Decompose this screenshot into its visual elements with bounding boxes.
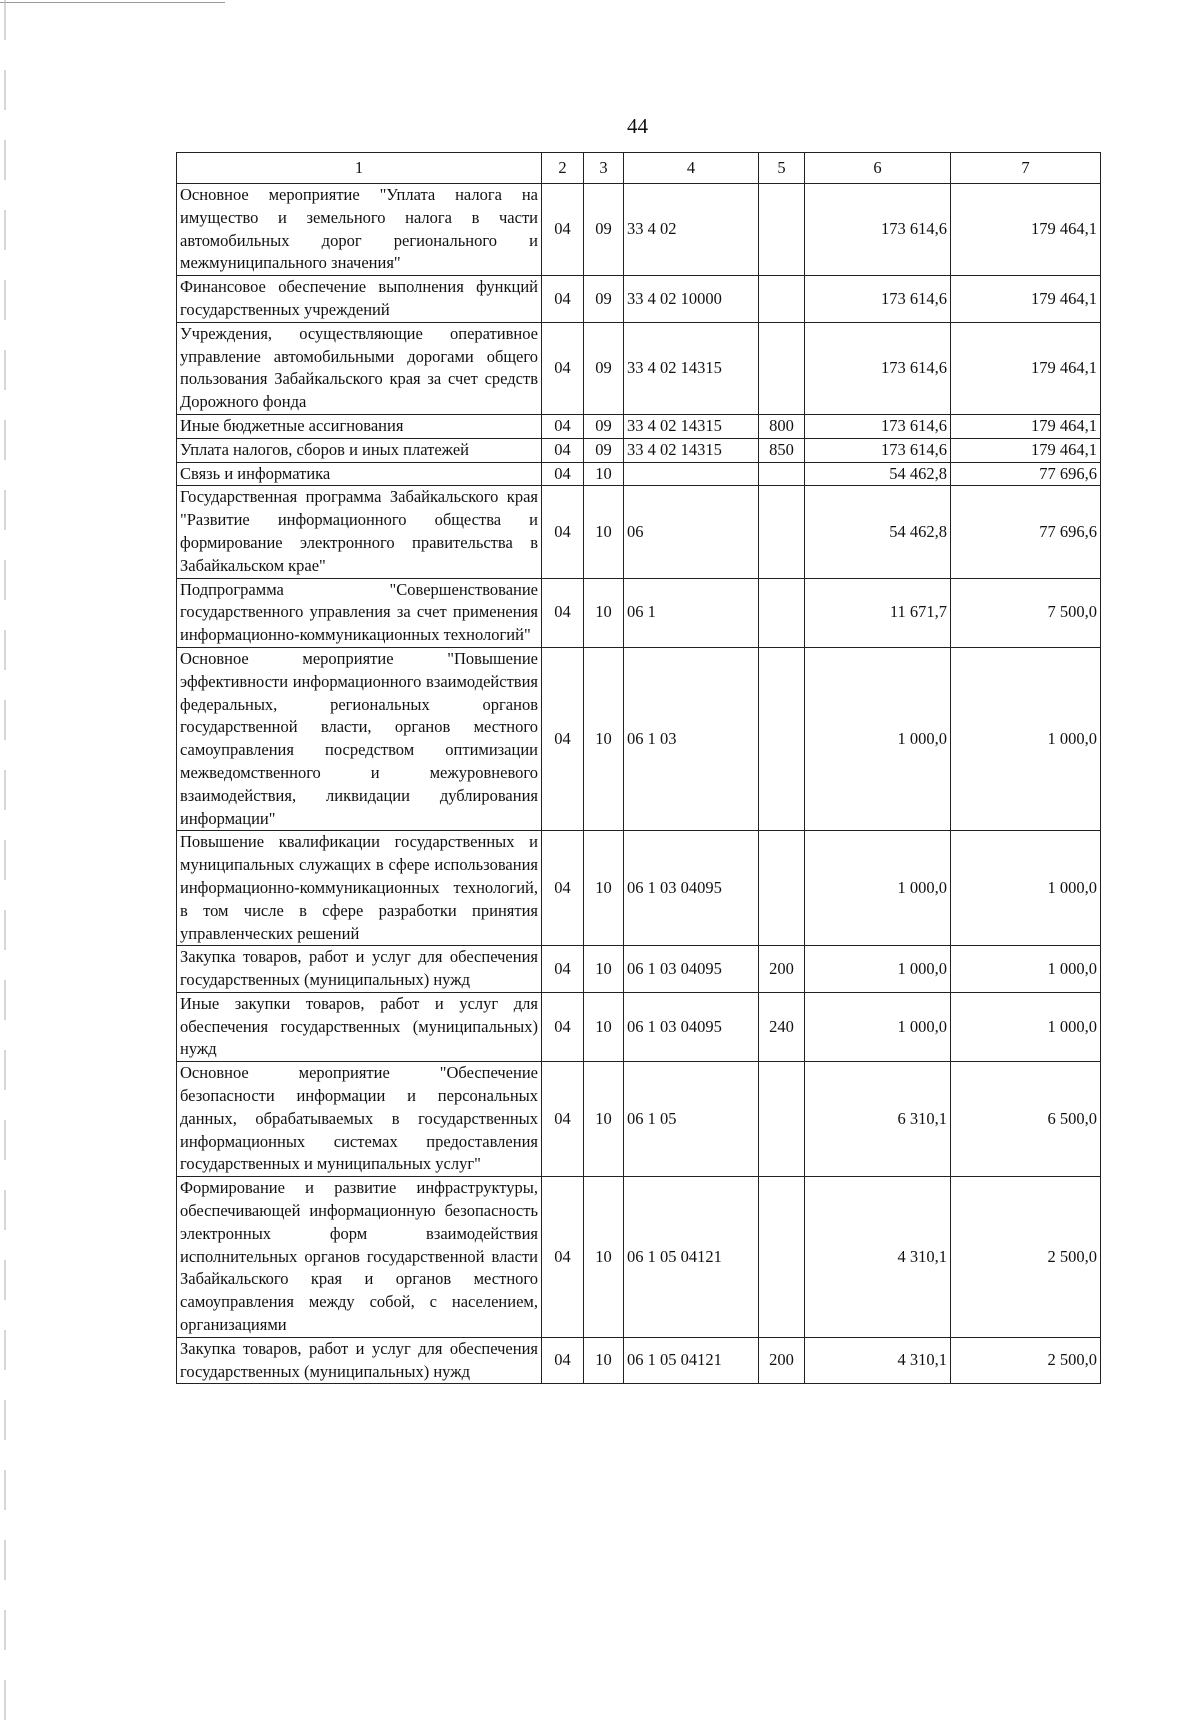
section-code-cell: 04 [542, 831, 584, 946]
table-row [177, 414, 1101, 438]
table-row [177, 946, 1101, 993]
item-name-cell: Связь и информатика [177, 462, 542, 486]
section-code-cell: 04 [542, 946, 584, 993]
section-code-cell: 04 [542, 276, 584, 323]
item-name-cell: Государственная программа Забайкальского края "Развитие информационного общества и формирование электронного правительства в Забайкальском крае" [177, 486, 542, 578]
item-name-cell: Уплата налогов, сборов и иных платежей [177, 438, 542, 462]
expense-type-cell: 200 [759, 1337, 805, 1384]
expense-type-cell [759, 322, 805, 414]
expense-type-cell: 800 [759, 414, 805, 438]
subsection-code-cell: 09 [584, 184, 624, 276]
table-row [177, 184, 1101, 276]
amount-year1-cell: 173 614,6 [805, 276, 951, 323]
item-name-cell: Иные закупки товаров, работ и услуг для обеспечения государственных (муниципальных) нужд [177, 992, 542, 1061]
subsection-code-cell: 10 [584, 1062, 624, 1177]
target-article-cell: 06 1 03 04095 [624, 992, 759, 1061]
subsection-code-cell: 10 [584, 831, 624, 946]
target-article-cell: 06 1 05 [624, 1062, 759, 1177]
amount-year2-cell: 179 464,1 [951, 414, 1101, 438]
section-code-cell: 04 [542, 486, 584, 578]
item-name-cell: Формирование и развитие инфраструктуры, обеспечивающей информационную безопасность электронных форм взаимодействия исполнительных органов государственной власти Забайкальского края и органов местного самоуправления между собой, с населением, организациями [177, 1177, 542, 1338]
table-row [177, 1062, 1101, 1177]
column-header: 7 [951, 153, 1101, 184]
table-header-row [177, 153, 1101, 184]
table-row [177, 578, 1101, 647]
item-name-cell: Финансовое обеспечение выполнения функций государственных учреждений [177, 276, 542, 323]
amount-year1-cell: 11 671,7 [805, 578, 951, 647]
section-code-cell: 04 [542, 647, 584, 830]
target-article-cell: 33 4 02 [624, 184, 759, 276]
column-header: 5 [759, 153, 805, 184]
subsection-code-cell: 10 [584, 1337, 624, 1384]
amount-year1-cell: 54 462,8 [805, 486, 951, 578]
amount-year2-cell: 77 696,6 [951, 486, 1101, 578]
amount-year1-cell: 4 310,1 [805, 1177, 951, 1338]
amount-year2-cell: 2 500,0 [951, 1337, 1101, 1384]
amount-year1-cell: 1 000,0 [805, 831, 951, 946]
expense-type-cell [759, 578, 805, 647]
expense-type-cell [759, 831, 805, 946]
table-row [177, 438, 1101, 462]
subsection-code-cell: 10 [584, 647, 624, 830]
item-name-cell: Закупка товаров, работ и услуг для обеспечения государственных (муниципальных) нужд [177, 946, 542, 993]
column-header: 1 [177, 153, 542, 184]
section-code-cell: 04 [542, 992, 584, 1061]
item-name-cell: Основное мероприятие "Обеспечение безопасности информации и персональных данных, обрабатываемых в государственных информационных системах предоставления государственных и муниципальных услуг" [177, 1062, 542, 1177]
item-name-cell: Закупка товаров, работ и услуг для обеспечения государственных (муниципальных) нужд [177, 1337, 542, 1384]
expense-type-cell [759, 647, 805, 830]
column-header: 4 [624, 153, 759, 184]
amount-year1-cell: 173 614,6 [805, 414, 951, 438]
amount-year2-cell: 1 000,0 [951, 831, 1101, 946]
amount-year2-cell: 1 000,0 [951, 647, 1101, 830]
table-row [177, 1177, 1101, 1338]
section-code-cell: 04 [542, 1062, 584, 1177]
subsection-code-cell: 10 [584, 486, 624, 578]
expense-type-cell [759, 462, 805, 486]
amount-year2-cell: 179 464,1 [951, 322, 1101, 414]
target-article-cell: 33 4 02 10000 [624, 276, 759, 323]
subsection-code-cell: 09 [584, 322, 624, 414]
amount-year2-cell: 179 464,1 [951, 184, 1101, 276]
subsection-code-cell: 09 [584, 438, 624, 462]
column-header: 2 [542, 153, 584, 184]
amount-year2-cell: 7 500,0 [951, 578, 1101, 647]
amount-year2-cell: 1 000,0 [951, 946, 1101, 993]
expense-type-cell [759, 1177, 805, 1338]
section-code-cell: 04 [542, 438, 584, 462]
table-row [177, 276, 1101, 323]
amount-year1-cell: 1 000,0 [805, 992, 951, 1061]
amount-year1-cell: 1 000,0 [805, 946, 951, 993]
target-article-cell: 06 1 05 04121 [624, 1177, 759, 1338]
item-name-cell: Иные бюджетные ассигнования [177, 414, 542, 438]
expense-type-cell [759, 276, 805, 323]
section-code-cell: 04 [542, 462, 584, 486]
amount-year1-cell: 4 310,1 [805, 1337, 951, 1384]
expense-type-cell [759, 486, 805, 578]
amount-year1-cell: 1 000,0 [805, 647, 951, 830]
amount-year2-cell: 2 500,0 [951, 1177, 1101, 1338]
amount-year2-cell: 1 000,0 [951, 992, 1101, 1061]
target-article-cell: 06 [624, 486, 759, 578]
expense-type-cell: 200 [759, 946, 805, 993]
expense-type-cell [759, 184, 805, 276]
target-article-cell: 06 1 [624, 578, 759, 647]
table-row [177, 462, 1101, 486]
section-code-cell: 04 [542, 1177, 584, 1338]
subsection-code-cell: 10 [584, 1177, 624, 1338]
target-article-cell [624, 462, 759, 486]
table-row [177, 486, 1101, 578]
amount-year2-cell: 6 500,0 [951, 1062, 1101, 1177]
target-article-cell: 33 4 02 14315 [624, 438, 759, 462]
page-number: 44 [627, 114, 648, 138]
item-name-cell: Основное мероприятие "Повышение эффективности информационного взаимодействия федеральных, региональных органов государственной власти, органов местного самоуправления посредством оптимизации межведомственного и межуровневого взаимодействия, ликвидации дублирования информации" [177, 647, 542, 830]
subsection-code-cell: 09 [584, 414, 624, 438]
budget-table [176, 152, 1101, 1384]
target-article-cell: 06 1 05 04121 [624, 1337, 759, 1384]
target-article-cell: 33 4 02 14315 [624, 414, 759, 438]
scan-artifact-line [0, 2, 225, 3]
amount-year1-cell: 6 310,1 [805, 1062, 951, 1177]
table-body [177, 184, 1101, 1384]
subsection-code-cell: 10 [584, 578, 624, 647]
target-article-cell: 06 1 03 04095 [624, 831, 759, 946]
subsection-code-cell: 09 [584, 276, 624, 323]
item-name-cell: Основное мероприятие "Уплата налога на имущество и земельного налога в части автомобильных дорог регионального и межмуниципального значения" [177, 184, 542, 276]
amount-year2-cell: 179 464,1 [951, 276, 1101, 323]
amount-year1-cell: 54 462,8 [805, 462, 951, 486]
table-row [177, 831, 1101, 946]
table-row [177, 992, 1101, 1061]
table-row [177, 322, 1101, 414]
column-header: 6 [805, 153, 951, 184]
section-code-cell: 04 [542, 1337, 584, 1384]
amount-year1-cell: 173 614,6 [805, 184, 951, 276]
item-name-cell: Учреждения, осуществляющие оперативное управление автомобильными дорогами общего пользования Забайкальского края за счет средств Дорожного фонда [177, 322, 542, 414]
target-article-cell: 06 1 03 04095 [624, 946, 759, 993]
item-name-cell: Повышение квалификации государственных и муниципальных служащих в сфере использования информационно-коммуникационных технологий, в том числе в сфере разработки принятия управленческих решений [177, 831, 542, 946]
column-header: 3 [584, 153, 624, 184]
expense-type-cell: 850 [759, 438, 805, 462]
table-row [177, 647, 1101, 830]
section-code-cell: 04 [542, 322, 584, 414]
section-code-cell: 04 [542, 578, 584, 647]
amount-year1-cell: 173 614,6 [805, 438, 951, 462]
amount-year2-cell: 179 464,1 [951, 438, 1101, 462]
table-row [177, 1337, 1101, 1384]
subsection-code-cell: 10 [584, 992, 624, 1061]
amount-year1-cell: 173 614,6 [805, 322, 951, 414]
expense-type-cell [759, 1062, 805, 1177]
section-code-cell: 04 [542, 184, 584, 276]
expense-type-cell: 240 [759, 992, 805, 1061]
amount-year2-cell: 77 696,6 [951, 462, 1101, 486]
target-article-cell: 33 4 02 14315 [624, 322, 759, 414]
section-code-cell: 04 [542, 414, 584, 438]
subsection-code-cell: 10 [584, 462, 624, 486]
item-name-cell: Подпрограмма "Совершенствование государственного управления за счет применения информационно-коммуникационных технологий" [177, 578, 542, 647]
scan-artifact-edge [4, 0, 6, 1724]
target-article-cell: 06 1 03 [624, 647, 759, 830]
subsection-code-cell: 10 [584, 946, 624, 993]
